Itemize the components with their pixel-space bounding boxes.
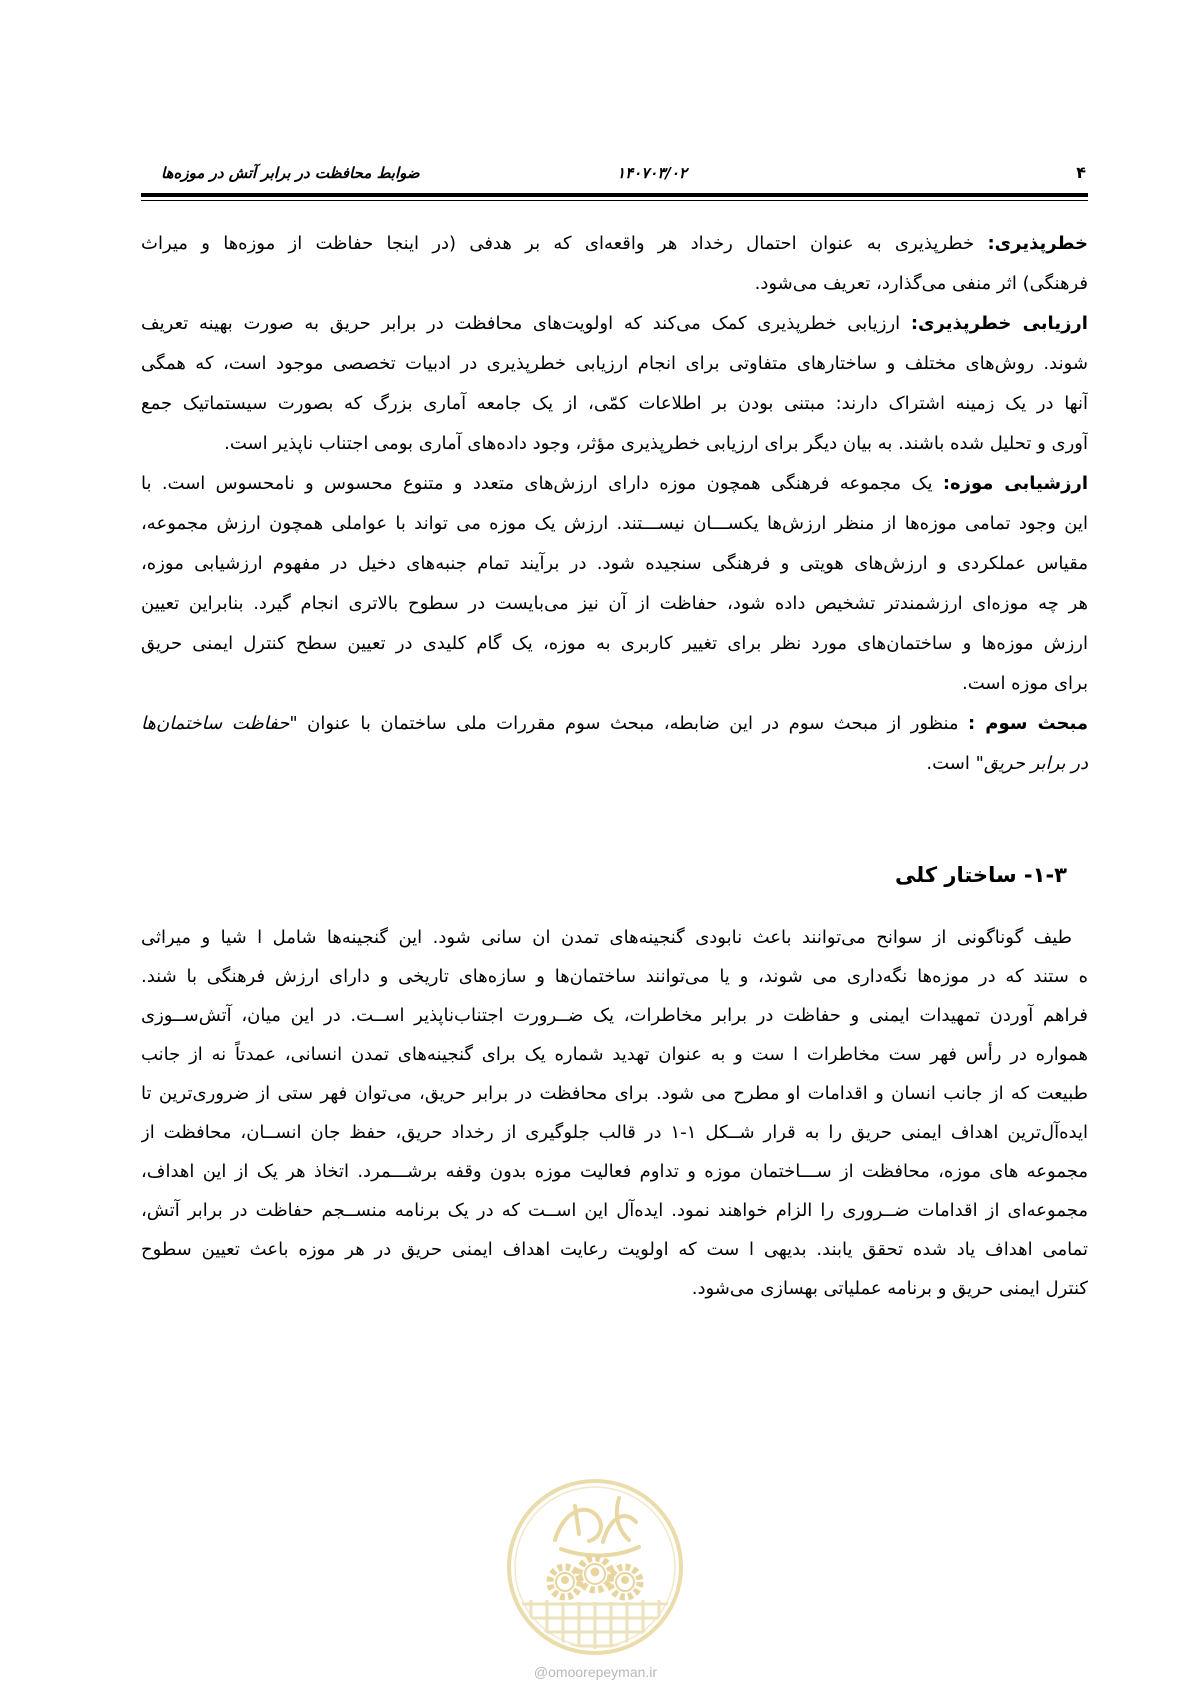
section-heading: ۱-۳- ساختار کلی: [895, 863, 1067, 887]
text-line: شوند. روش‌های مختلف و ساختارهای متفاوتی برای انجام ارزیابی خطرپذیری در ادبیات تخصصی موجود است، که همگی: [141, 353, 1088, 374]
referenced-title: در برابر حریق: [983, 753, 1088, 774]
definition-museum-valuation: [141, 464, 1088, 704]
text-line: آنها در یک زمینه اشتراک دارند: مبتنی بودن بر اطلاعات کمّی، از یک جامعه آماری بزرگ که بصورت سیستماتیک جمع: [141, 393, 1088, 414]
section-paragraph: [141, 918, 1088, 1308]
watermark-logo: [505, 1472, 685, 1662]
definitions: [141, 224, 1088, 784]
definition-risk: [141, 224, 1088, 304]
definition-term: خطرپذیری:: [987, 233, 1088, 254]
text-line: [141, 464, 1088, 504]
text-line: [141, 224, 1088, 264]
text-line: ایده‌آل‌ترین اهداف ایمنی حریق را به قرار شــکل ۱-۱ در قالب جلوگیری از رخداد حریق، حفظ جان انســان، محافظت از: [141, 1122, 1088, 1143]
definition-risk-assessment: [141, 304, 1088, 464]
line-text: ارزیابی خطرپذیری کمک می‌کند که اولویت‌های محافظت در برابر حریق به صورت بهینه تعریف: [141, 313, 901, 334]
seal-calligraphy: [555, 1498, 639, 1556]
text-line: طیف گوناگونی از سوانح می‌توانند باعث نابودی گنجینه‌های تمدن ان سانی شود. این گنجینه‌ها شامل ا شیا و میراثی: [141, 927, 1072, 948]
line-text: منظور از مبحث سوم در این ضابطه، مبحث سوم مقررات ملی ساختمان با عنوان ": [289, 713, 959, 734]
referenced-title: حفاظت ساختمان‌ها: [141, 713, 290, 734]
text-line: کنترل ایمنی حریق و برنامه عملیاتی بهسازی می‌شود.: [691, 1278, 1088, 1299]
text-line: [141, 744, 1088, 784]
text-line: مجموعه های موزه، محافظت از ســـاختمان موزه و تداوم فعالیت موزه بدون وقفه برشـــمرد. اتخاذ هر یک از این اهداف،: [141, 1161, 1088, 1182]
text-line: همواره در رأس فهر ست مخاطرات ا ست و به عنوان تهدید شماره یک برای گنجینه‌های تمدن انسانی، عمدتاً نه از جانب: [141, 1044, 1088, 1065]
text-line: مقیاس عملکردی و ارزش‌های هویتی و فرهنگی سنجیده شود. در برآیند تمام جنبه‌های دخیل در مفهوم ارزشیابی موزه،: [141, 553, 1088, 574]
text-line: طبیعت که از جانب انسان و اقدامات او مطرح می شود. برای محافظت در برابر حریق، می‌توان فهر ستی از ضروری‌ترین تا: [141, 1083, 1088, 1104]
header-rule-thin: [141, 200, 1088, 201]
definition-term: ارزیابی خطرپذیری:: [910, 313, 1088, 334]
document-title: ضوابط محافظت در برابر آتش در موزه‌ها: [161, 164, 420, 182]
line-text: خطرپذیری به عنوان احتمال رخداد هر واقعه‌ای که بر هدفی (در اینجا حفاظت از موزه‌ها و میراث: [141, 233, 975, 254]
text-line: هر چه موزه‌ای ارزشمندتر تشخیص داده شود، حفاظت از آن نیز می‌بایست در سطوح بالاتری انجام گیرد. بنابراین تعیین: [141, 593, 1088, 614]
text-line: فرهنگی) اثر منفی می‌گذارد، تعریف می‌شود.: [754, 273, 1088, 294]
definition-term: ارزشیابی موزه:: [942, 473, 1088, 494]
text-line: مجموعه‌ای از اقدامات ضــروری را الزام خواهند نمود. ایده‌آل این اســت که در یک برنامه منســجم حفاظت در برابر آتش،: [141, 1200, 1088, 1221]
document-date: ۱۴۰۷۰۳/۰۲: [617, 164, 687, 182]
page-number: ۴: [1076, 163, 1086, 182]
text-line: ه ستند که در موزه‌ها نگه‌داری می شوند، و یا می‌توانند ساختمان‌ها و سازه‌های تاریخی و دارای ارزش فرهنگی با شند.: [141, 966, 1088, 987]
text-line: این وجود تمامی موزه‌ها از منظر ارزش‌ها یکســـان نیســـتند. ارزش یک موزه می تواند با عواملی همچون ارزش مجموعه،: [141, 513, 1088, 534]
definition-topic-three: [141, 704, 1088, 784]
text-line: تمامی اهداف یاد شده تحقق یابند. بدیهی ا ست که اولویت رعایت اهداف ایمنی حریق در هر موزه باعث تعیین سطوح: [141, 1239, 1088, 1260]
definition-term: مبحث سوم :: [968, 713, 1088, 734]
text-line: [141, 304, 1088, 344]
text-line: برای موزه است.: [961, 673, 1088, 694]
line-text: " است.: [926, 753, 984, 774]
running-header: [141, 160, 1088, 186]
text-line: [141, 704, 1088, 744]
seal-gears: [550, 1558, 640, 1597]
text-line: آوری و تحلیل شده باشند. به بیان دیگر برای ارزیابی خطرپذیری مؤثر، وجود داده‌های آماری بومی اجتناب ناپذیر است.: [224, 433, 1088, 454]
watermark-site: @omoorepeyman.ir: [533, 1664, 658, 1680]
line-text: یک مجموعه فرهنگی همچون موزه دارای ارزش‌های متعدد و متنوع محسوس و نامحسوس است. با: [141, 473, 933, 494]
text-line: فراهم آوردن تمهیدات ایمنی و حفاظت در برابر مخاطرات، یک ضــرورت اجتناب‌ناپذیر اســت. در این میان، آتش‌ســوزی: [141, 1005, 1088, 1026]
header-rule-thick: [141, 193, 1088, 197]
text-line: ارزش موزه‌ها و ساختمان‌های مورد نظر برای تغییر کاربری به موزه، یک گام کلیدی در تعیین سطح کنترل ایمنی حریق: [141, 633, 1088, 654]
